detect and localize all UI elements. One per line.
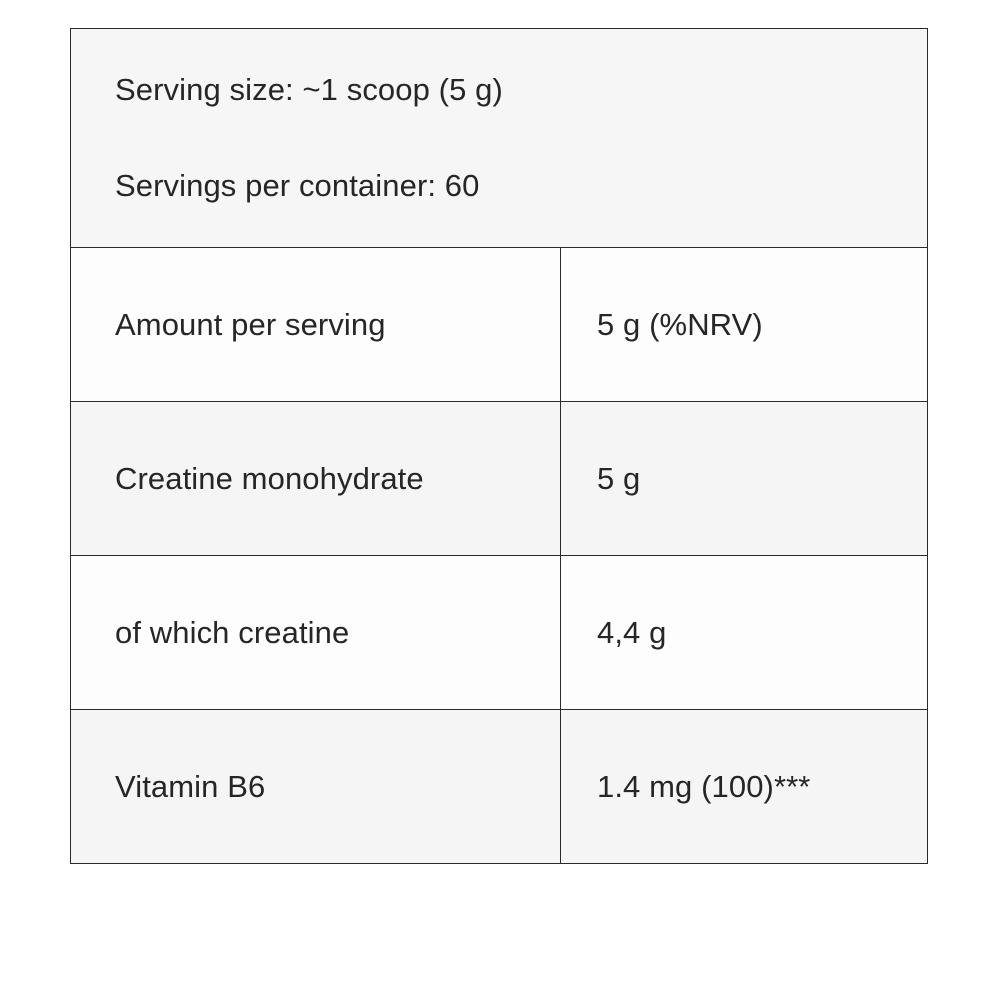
serving-info-cell (71, 29, 928, 248)
nutrient-value: 4,4 g (561, 556, 928, 710)
nutrition-facts-table (70, 28, 928, 864)
nutrient-value: 1.4 mg (100)*** (561, 710, 928, 864)
table-row (71, 556, 928, 710)
table-row (71, 402, 928, 556)
nutrient-label: of which creatine (71, 556, 561, 710)
table-row (71, 710, 928, 864)
serving-value-header: 5 g (%NRV) (561, 248, 928, 402)
nutrient-label: Creatine monohydrate (71, 402, 561, 556)
nutrient-label: Vitamin B6 (71, 710, 561, 864)
amount-per-serving-header: Amount per serving (71, 248, 561, 402)
nutrient-value: 5 g (561, 402, 928, 556)
serving-size-text: Serving size: ~1 scoop (5 g) (115, 72, 503, 107)
table-header-row (71, 248, 928, 402)
servings-per-container-text: Servings per container: 60 (115, 168, 480, 204)
serving-info-row (71, 29, 928, 248)
